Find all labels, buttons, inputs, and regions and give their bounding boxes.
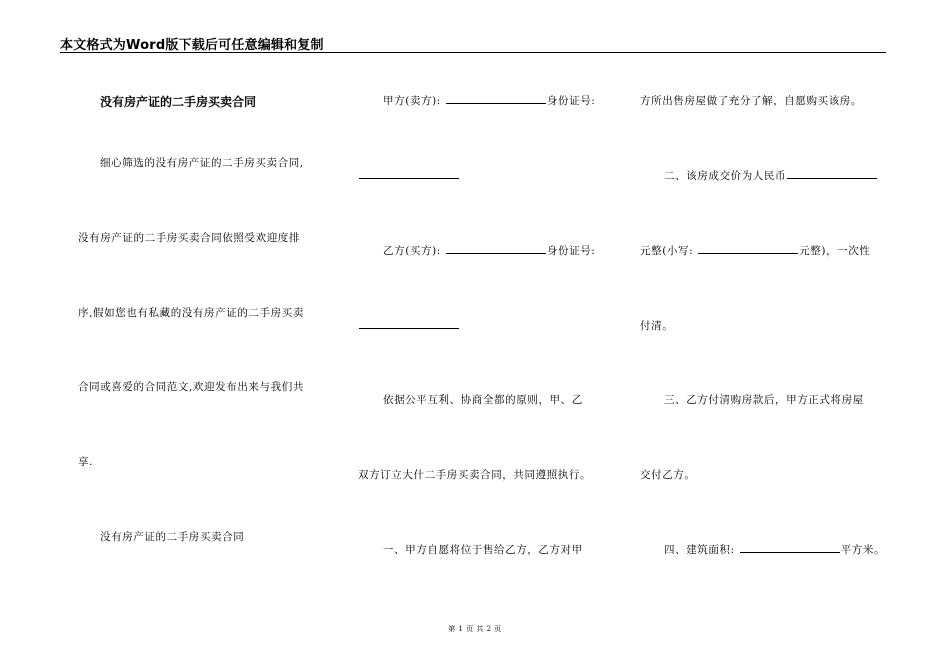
intro-line-2: 没有房产证的二手房买卖合同依照受欢迎度排 (78, 232, 300, 244)
clause-1-line-1: 一、甲方自愿将位于售给乙方，乙方对甲 (383, 544, 583, 556)
clause-3-line-2: 交付乙方。 (640, 469, 696, 481)
seller-id-blank[interactable] (359, 168, 459, 179)
buyer-id-label: 身份证号: (546, 245, 596, 257)
clause-2-line-1 (664, 168, 878, 183)
area-blank[interactable] (740, 542, 840, 553)
seller-line (383, 93, 595, 108)
contract-subtitle: 没有房产证的二手房买卖合同 (100, 531, 245, 543)
buyer-label: 乙方(买方): (383, 245, 441, 257)
header-text: 本文格式为Word版下载后可任意编辑和复制 (60, 38, 324, 53)
principle-line-1: 依据公平互利、协商全都的原则，甲、乙 (383, 394, 583, 406)
intro-line-3: 序,假如您也有私藏的没有房产证的二手房买卖 (78, 307, 304, 319)
buyer-name-blank[interactable] (446, 243, 546, 254)
buyer-line (383, 243, 595, 258)
clause-1-line-2: 方所出售房屋做了充分了解，自愿购买该房。 (640, 95, 862, 107)
clause-3-line-1: 三、乙方付清购房款后，甲方正式将房屋 (664, 394, 864, 406)
price-blank[interactable] (787, 168, 877, 179)
header-rule (60, 52, 886, 53)
intro-line-1: 细心筛选的没有房产证的二手房买卖合同, (100, 157, 304, 169)
area-unit: 平方米。 (840, 544, 886, 556)
document-title: 没有房产证的二手房买卖合同 (100, 95, 257, 109)
principle-line-2: 双方订立大什二手房买卖合同，共同遵照执行。 (358, 469, 592, 481)
clause-2-line-2 (640, 243, 870, 258)
seller-name-blank[interactable] (446, 93, 546, 104)
intro-line-4: 合同或喜爱的合同范文,欢迎发布出来与我们共 (78, 381, 304, 393)
buyer-id-blank[interactable] (359, 318, 459, 329)
amount-suffix: 元整)，一次性 (799, 245, 871, 257)
clause-2-line-3: 付清。 (640, 320, 674, 332)
seller-id-label: 身份证号: (546, 95, 596, 107)
price-label: 二、该房成交价为人民币 (664, 170, 787, 182)
amount-blank[interactable] (698, 243, 798, 254)
seller-label: 甲方(卖方): (383, 95, 441, 107)
clause-4-line (664, 542, 885, 557)
seller-id-line (358, 168, 460, 182)
area-label: 四、建筑面积: (664, 544, 735, 556)
intro-line-5: 享. (78, 456, 94, 468)
amount-prefix: 元整(小写: (640, 245, 694, 257)
page-number: 第 1 页 共 2 页 (448, 625, 502, 633)
buyer-id-line (358, 318, 460, 332)
